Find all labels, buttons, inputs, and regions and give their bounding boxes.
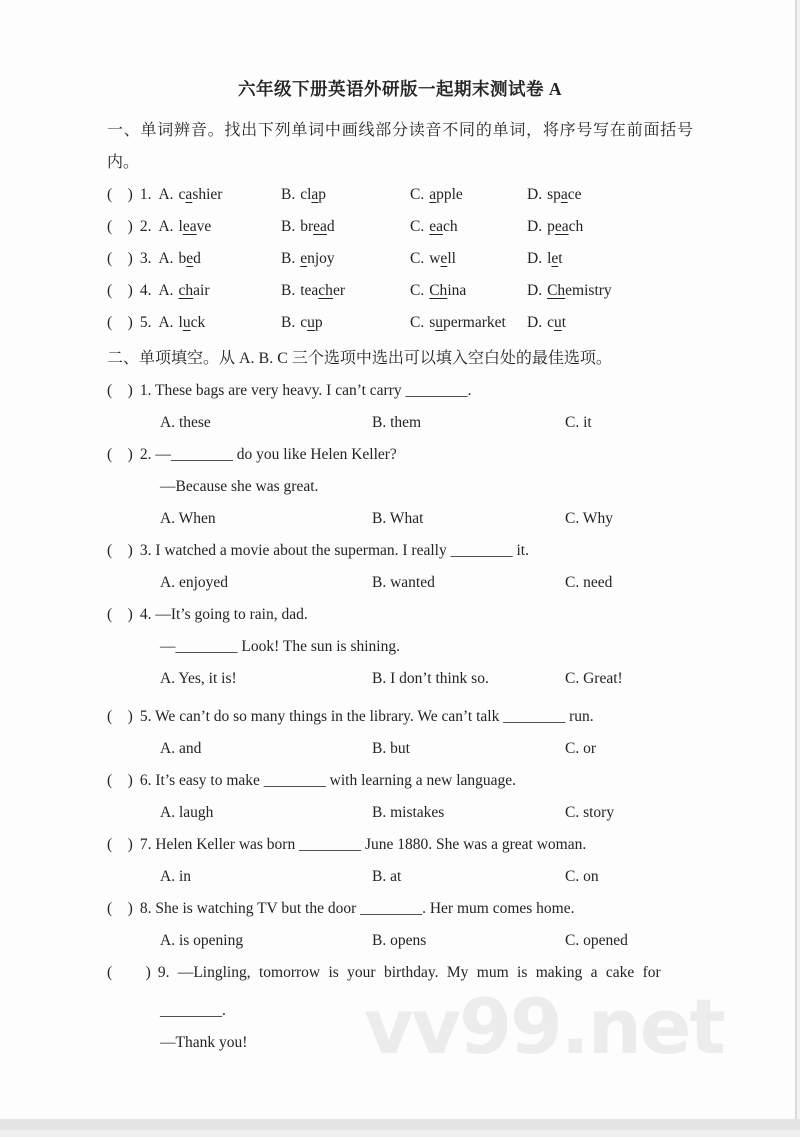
section1-questions xyxy=(107,179,694,339)
question-stem xyxy=(107,701,694,733)
page-title: 六年级下册英语外研版一起期末测试卷 A xyxy=(237,79,562,99)
word-pre: p xyxy=(547,218,555,235)
phonics-q5-option-a xyxy=(107,307,281,339)
stem-text: 5. We can’t do so many things in the library. We can’t talk ________ run. xyxy=(139,708,594,725)
phonics-q4-option-d xyxy=(527,275,694,307)
option-label: B. xyxy=(281,186,296,203)
word xyxy=(179,282,210,299)
watermark-text: vv99.net xyxy=(364,982,724,1071)
option-a: A. and xyxy=(160,740,202,757)
word xyxy=(547,282,612,299)
word-underlined: ch xyxy=(178,282,194,299)
option-label: D. xyxy=(527,250,543,267)
stem-continuation-blank: ________. xyxy=(160,1002,226,1019)
phonics-q1-option-a xyxy=(107,179,281,211)
phonics-q4-option-b xyxy=(281,275,410,307)
word xyxy=(179,250,201,267)
word-post: d xyxy=(326,218,335,235)
phonics-q4-option-a xyxy=(107,275,281,307)
stem-text: 3. I watched a movie about the superman. I really ________ it. xyxy=(139,542,529,559)
option-a: A. is opening xyxy=(160,932,244,949)
option-b: B. I don’t think so. xyxy=(372,670,489,687)
answer-bracket: ( ) xyxy=(107,542,133,559)
answer-bracket: ( ) xyxy=(107,250,133,267)
choice-question-4 xyxy=(107,599,694,695)
choice-question-3 xyxy=(107,535,694,599)
word-underlined: e xyxy=(440,250,448,267)
options-row xyxy=(107,797,694,829)
phonics-row-3 xyxy=(107,243,694,275)
answer-bracket: ( ) xyxy=(107,900,133,917)
option-a: A. these xyxy=(160,414,211,431)
option-label: B. xyxy=(281,218,296,235)
word-post: p xyxy=(314,314,323,331)
stem-text: 7. Helen Keller was born ________ June 1880. She was a great woman. xyxy=(139,836,587,853)
word-underlined: ea xyxy=(554,218,569,235)
stem-text: 6. It’s easy to make ________ with learning a new language. xyxy=(139,772,517,789)
word-pre: b xyxy=(178,250,187,267)
phonics-q2-option-d xyxy=(527,211,694,243)
options-row xyxy=(107,503,694,535)
word-post: er xyxy=(332,282,345,299)
word-underlined: u xyxy=(553,314,562,331)
options-row xyxy=(107,925,694,957)
choice-question-6 xyxy=(107,765,694,829)
question-number: 3. xyxy=(139,250,152,267)
option-label: D. xyxy=(527,186,543,203)
choice-question-1 xyxy=(107,375,694,439)
choice-question-7 xyxy=(107,829,694,893)
phonics-q2-option-b xyxy=(281,211,410,243)
stem-text: 2. —________ do you like Helen Keller? xyxy=(139,446,397,463)
word-post: ve xyxy=(196,218,212,235)
options-row xyxy=(107,567,694,599)
word xyxy=(179,186,223,203)
option-label: C. xyxy=(410,314,425,331)
phonics-q5-option-d xyxy=(527,307,694,339)
option-b: B. mistakes xyxy=(372,804,445,821)
word xyxy=(429,314,506,331)
answer-bracket: ( ) xyxy=(107,314,133,331)
option-c: C. opened xyxy=(565,932,628,949)
options-row xyxy=(107,733,694,765)
answer-bracket: ( ) xyxy=(107,186,133,203)
option-label: C. xyxy=(410,186,425,203)
phonics-row-4 xyxy=(107,275,694,307)
paper-content xyxy=(107,115,694,1059)
phonics-q5-option-c xyxy=(410,307,527,339)
section2-heading: 二、单项填空。从 A. B. C 三个选项中选出可以填入空白处的最佳选项。 xyxy=(107,350,612,367)
word-pre: br xyxy=(300,218,314,235)
word-post: p xyxy=(318,186,327,203)
word-post: permarket xyxy=(443,314,506,331)
phonics-q2-option-a xyxy=(107,211,281,243)
word-post: t xyxy=(561,314,567,331)
question-stem xyxy=(107,535,694,567)
question-number: 5. xyxy=(139,314,152,331)
word xyxy=(179,314,206,331)
question-number: 4. xyxy=(139,282,152,299)
option-b: B. What xyxy=(372,510,424,527)
word-pre: c xyxy=(547,314,554,331)
word-post: pple xyxy=(436,186,463,203)
option-label: C. xyxy=(410,218,425,235)
word-post: ll xyxy=(447,250,456,267)
word-pre: tea xyxy=(300,282,319,299)
word-underlined: ea xyxy=(182,218,197,235)
word xyxy=(179,218,212,235)
word-underlined: ch xyxy=(318,282,333,299)
phonics-row-5 xyxy=(107,307,694,339)
phonics-q4-option-c xyxy=(410,275,527,307)
option-label: C. xyxy=(410,250,425,267)
question-stem xyxy=(107,829,694,861)
options-row xyxy=(107,407,694,439)
option-c: C. Why xyxy=(565,510,613,527)
word xyxy=(547,186,581,203)
option-label: A. xyxy=(158,218,174,235)
word-underlined: u xyxy=(435,314,444,331)
word-pre: w xyxy=(429,250,441,267)
phonics-q3-option-d xyxy=(527,243,694,275)
word-pre: cl xyxy=(300,186,312,203)
word-underlined: e xyxy=(186,250,194,267)
option-a: A. enjoyed xyxy=(160,574,229,591)
answer-bracket: ( ) xyxy=(107,964,151,981)
word xyxy=(429,218,457,235)
option-b: B. them xyxy=(372,414,422,431)
phonics-q3-option-a xyxy=(107,243,281,275)
question-stem xyxy=(107,765,694,797)
answer-bracket: ( ) xyxy=(107,708,133,725)
word-underlined: a xyxy=(429,186,437,203)
option-b: B. at xyxy=(372,868,402,885)
question-stem xyxy=(107,439,694,471)
option-b: B. but xyxy=(372,740,410,757)
word-pre: c xyxy=(300,314,308,331)
page-bottom-edge xyxy=(0,1119,800,1137)
phonics-q3-option-b xyxy=(281,243,410,275)
phonics-q1-option-d xyxy=(527,179,694,211)
phonics-q5-option-b xyxy=(281,307,410,339)
stem-text: 1. These bags are very heavy. I can’t carry ________. xyxy=(139,382,472,399)
question-number: 1. xyxy=(139,186,152,203)
question-stem xyxy=(107,599,694,631)
section1-heading: 一、单词辨音。找出下列单词中画线部分读音不同的单词，将序号写在前面括号内。 xyxy=(107,122,693,171)
word xyxy=(300,314,322,331)
word-underlined: a xyxy=(185,186,193,203)
option-c: C. it xyxy=(565,414,592,431)
option-label: A. xyxy=(158,314,174,331)
word xyxy=(429,186,463,203)
word-underlined: e xyxy=(300,250,308,267)
word-post: ch xyxy=(442,218,458,235)
answer-bracket: ( ) xyxy=(107,772,133,789)
word xyxy=(547,250,563,267)
word-post: njoy xyxy=(307,250,335,267)
option-c: C. Great! xyxy=(565,670,623,687)
answer-bracket: ( ) xyxy=(107,218,133,235)
word-pre: l xyxy=(178,314,183,331)
word-pre: l xyxy=(178,218,183,235)
word xyxy=(300,250,334,267)
option-a: A. in xyxy=(160,868,191,885)
answer-bracket: ( ) xyxy=(107,282,133,299)
option-label: B. xyxy=(281,282,296,299)
choice-question-2 xyxy=(107,439,694,535)
word-pre: l xyxy=(547,250,552,267)
word-post: ina xyxy=(447,282,467,299)
choice-question-5 xyxy=(107,701,694,765)
word-pre: sp xyxy=(547,186,561,203)
word-post: shier xyxy=(192,186,223,203)
word-underlined: e xyxy=(551,250,559,267)
word-post: emistry xyxy=(565,282,612,299)
word-underlined: a xyxy=(311,186,319,203)
option-label: D. xyxy=(527,218,543,235)
option-label: D. xyxy=(527,282,543,299)
reply-line: —Because she was great. xyxy=(160,478,319,495)
choice-question-8 xyxy=(107,893,694,957)
word xyxy=(300,186,326,203)
stem-text: 4. —It’s going to rain, dad. xyxy=(139,606,308,623)
option-label: A. xyxy=(158,282,174,299)
question-stem xyxy=(107,893,694,925)
word xyxy=(547,314,566,331)
word-post: d xyxy=(193,250,201,267)
word-pre: c xyxy=(178,186,186,203)
word-post: ck xyxy=(190,314,206,331)
option-label: B. xyxy=(281,314,296,331)
word-post: air xyxy=(193,282,210,299)
word-post: t xyxy=(558,250,563,267)
answer-bracket: ( ) xyxy=(107,606,133,623)
option-a: A. When xyxy=(160,510,216,527)
reply-line: —________ Look! The sun is shining. xyxy=(160,638,400,655)
word-pre: s xyxy=(429,314,436,331)
option-label: C. xyxy=(410,282,425,299)
word-underlined: u xyxy=(182,314,191,331)
option-label: B. xyxy=(281,250,296,267)
word-post: ce xyxy=(567,186,582,203)
stem-text: 9. —Lingling, tomorrow is your birthday. My mum is making a cake for xyxy=(157,964,661,981)
answer-bracket: ( ) xyxy=(107,446,133,463)
phonics-q2-option-c xyxy=(410,211,527,243)
option-label: D. xyxy=(527,314,543,331)
phonics-row-2 xyxy=(107,211,694,243)
stem-text: 8. She is watching TV but the door ________. Her mum comes home. xyxy=(139,900,575,917)
word-underlined: Ch xyxy=(429,282,448,299)
word-underlined: ea xyxy=(429,218,443,235)
option-b: B. opens xyxy=(372,932,427,949)
word xyxy=(429,282,466,299)
option-a: A. laugh xyxy=(160,804,214,821)
question-number: 2. xyxy=(139,218,152,235)
word-underlined: ea xyxy=(313,218,327,235)
section2-questions xyxy=(107,375,694,1059)
phonics-q3-option-c xyxy=(410,243,527,275)
answer-bracket: ( ) xyxy=(107,836,133,853)
word xyxy=(300,218,334,235)
option-label: A. xyxy=(158,186,174,203)
phonics-row-1 xyxy=(107,179,694,211)
phonics-q1-option-b xyxy=(281,179,410,211)
option-c: C. need xyxy=(565,574,613,591)
word-underlined: u xyxy=(307,314,315,331)
word-underlined: a xyxy=(560,186,568,203)
reply-line: —Thank you! xyxy=(160,1034,248,1051)
option-b: B. wanted xyxy=(372,574,435,591)
answer-bracket: ( ) xyxy=(107,382,133,399)
question-stem xyxy=(107,375,694,407)
option-c: C. story xyxy=(565,804,615,821)
option-a: A. Yes, it is! xyxy=(160,670,237,687)
word-underlined: Ch xyxy=(547,282,566,299)
word xyxy=(300,282,345,299)
word xyxy=(429,250,456,267)
options-row xyxy=(107,861,694,893)
word xyxy=(547,218,583,235)
option-c: C. or xyxy=(565,740,596,757)
option-label: A. xyxy=(158,250,174,267)
phonics-q1-option-c xyxy=(410,179,527,211)
option-c: C. on xyxy=(565,868,599,885)
word-post: ch xyxy=(568,218,584,235)
options-row xyxy=(107,663,694,695)
